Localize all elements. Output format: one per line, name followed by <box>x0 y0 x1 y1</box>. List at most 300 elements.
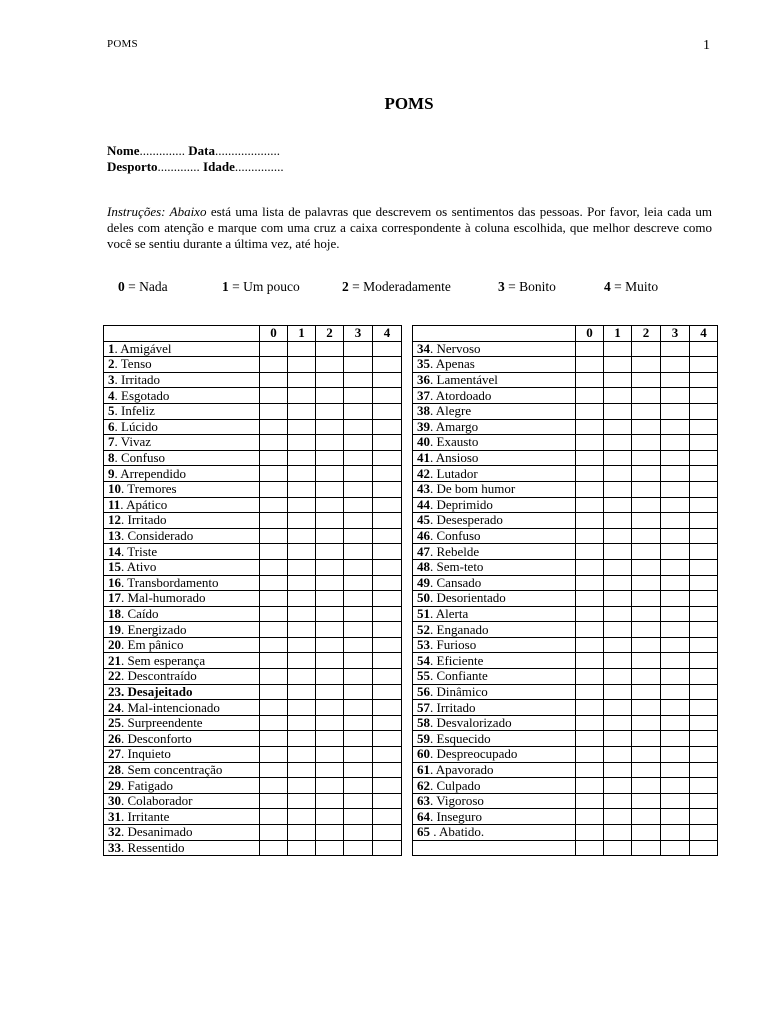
rating-box-0[interactable] <box>260 622 288 638</box>
rating-box-0[interactable] <box>576 419 604 435</box>
rating-box-3[interactable] <box>661 466 690 482</box>
rating-box-2[interactable] <box>316 372 344 388</box>
rating-box-0[interactable] <box>576 731 604 747</box>
rating-box-1[interactable] <box>288 653 316 669</box>
rating-box-3[interactable] <box>661 825 690 841</box>
rating-box-3[interactable] <box>661 684 690 700</box>
rating-box-4[interactable] <box>690 435 718 451</box>
rating-box-2[interactable] <box>316 809 344 825</box>
rating-box-1[interactable] <box>288 466 316 482</box>
rating-box-1[interactable] <box>604 606 632 622</box>
rating-box-0[interactable] <box>260 637 288 653</box>
sport-fill[interactable]: ............. <box>157 159 204 174</box>
rating-box-2[interactable] <box>316 341 344 357</box>
rating-box-2[interactable] <box>316 762 344 778</box>
rating-box-1[interactable] <box>288 762 316 778</box>
rating-box-0[interactable] <box>576 825 604 841</box>
rating-box-4[interactable] <box>373 388 402 404</box>
rating-box-2[interactable] <box>316 575 344 591</box>
rating-box-0[interactable] <box>260 528 288 544</box>
rating-box-4[interactable] <box>690 466 718 482</box>
rating-box-1[interactable] <box>604 513 632 529</box>
rating-box-4[interactable] <box>690 606 718 622</box>
rating-box-2[interactable] <box>316 747 344 763</box>
rating-box-3[interactable] <box>661 762 690 778</box>
rating-box-2[interactable] <box>632 715 661 731</box>
rating-box-3[interactable] <box>344 388 373 404</box>
rating-box-0[interactable] <box>260 809 288 825</box>
rating-box-0[interactable] <box>260 497 288 513</box>
rating-box-1[interactable] <box>288 450 316 466</box>
rating-box-2[interactable] <box>632 403 661 419</box>
rating-box-3[interactable] <box>661 591 690 607</box>
rating-box-4[interactable] <box>690 778 718 794</box>
rating-box-2[interactable] <box>632 435 661 451</box>
rating-box-1[interactable] <box>604 793 632 809</box>
rating-box-3[interactable] <box>344 653 373 669</box>
rating-box-0[interactable] <box>260 466 288 482</box>
rating-box-4[interactable] <box>690 762 718 778</box>
rating-box-1[interactable] <box>604 544 632 560</box>
rating-box-3[interactable] <box>661 481 690 497</box>
rating-box-4[interactable] <box>690 450 718 466</box>
rating-box-4[interactable] <box>373 747 402 763</box>
rating-box-0[interactable] <box>260 653 288 669</box>
rating-box-2[interactable] <box>316 544 344 560</box>
rating-box-2[interactable] <box>316 591 344 607</box>
rating-box-4[interactable] <box>690 528 718 544</box>
rating-box-4[interactable] <box>373 762 402 778</box>
rating-box-0[interactable] <box>576 388 604 404</box>
rating-box-2[interactable] <box>632 653 661 669</box>
rating-box-2[interactable] <box>632 606 661 622</box>
rating-box-2[interactable] <box>316 466 344 482</box>
rating-box-1[interactable] <box>604 559 632 575</box>
rating-box-3[interactable] <box>661 700 690 716</box>
rating-box-1[interactable] <box>604 840 632 856</box>
rating-box-3[interactable] <box>661 419 690 435</box>
rating-box-2[interactable] <box>632 591 661 607</box>
rating-box-0[interactable] <box>576 684 604 700</box>
rating-box-4[interactable] <box>373 606 402 622</box>
rating-box-0[interactable] <box>576 481 604 497</box>
rating-box-1[interactable] <box>604 357 632 373</box>
rating-box-2[interactable] <box>316 357 344 373</box>
rating-box-2[interactable] <box>632 466 661 482</box>
rating-box-0[interactable] <box>260 669 288 685</box>
rating-box-1[interactable] <box>604 622 632 638</box>
rating-box-4[interactable] <box>690 825 718 841</box>
rating-box-3[interactable] <box>661 497 690 513</box>
rating-box-3[interactable] <box>661 559 690 575</box>
rating-box-2[interactable] <box>632 778 661 794</box>
rating-box-4[interactable] <box>373 544 402 560</box>
rating-box-0[interactable] <box>576 747 604 763</box>
rating-box-4[interactable] <box>690 559 718 575</box>
rating-box-0[interactable] <box>576 669 604 685</box>
rating-box-2[interactable] <box>632 450 661 466</box>
rating-box-1[interactable] <box>288 388 316 404</box>
rating-box-2[interactable] <box>632 481 661 497</box>
rating-box-4[interactable] <box>690 497 718 513</box>
rating-box-2[interactable] <box>316 793 344 809</box>
rating-box-4[interactable] <box>690 372 718 388</box>
rating-box-1[interactable] <box>288 700 316 716</box>
rating-box-0[interactable] <box>260 591 288 607</box>
rating-box-4[interactable] <box>373 809 402 825</box>
rating-box-2[interactable] <box>632 419 661 435</box>
rating-box-1[interactable] <box>604 466 632 482</box>
rating-box-1[interactable] <box>604 341 632 357</box>
rating-box-0[interactable] <box>260 793 288 809</box>
rating-box-2[interactable] <box>632 809 661 825</box>
rating-box-1[interactable] <box>288 715 316 731</box>
rating-box-4[interactable] <box>690 544 718 560</box>
rating-box-2[interactable] <box>632 731 661 747</box>
rating-box-3[interactable] <box>344 778 373 794</box>
rating-box-0[interactable] <box>260 606 288 622</box>
rating-box-1[interactable] <box>604 481 632 497</box>
rating-box-2[interactable] <box>316 606 344 622</box>
rating-box-1[interactable] <box>604 747 632 763</box>
rating-box-1[interactable] <box>288 778 316 794</box>
rating-box-1[interactable] <box>288 731 316 747</box>
rating-box-3[interactable] <box>661 840 690 856</box>
rating-box-0[interactable] <box>576 403 604 419</box>
rating-box-2[interactable] <box>316 403 344 419</box>
rating-box-3[interactable] <box>661 622 690 638</box>
rating-box-4[interactable] <box>690 481 718 497</box>
rating-box-0[interactable] <box>576 466 604 482</box>
rating-box-0[interactable] <box>576 762 604 778</box>
rating-box-3[interactable] <box>344 606 373 622</box>
rating-box-2[interactable] <box>632 825 661 841</box>
rating-box-4[interactable] <box>373 559 402 575</box>
rating-box-4[interactable] <box>373 637 402 653</box>
rating-box-0[interactable] <box>260 778 288 794</box>
rating-box-2[interactable] <box>316 715 344 731</box>
rating-box-0[interactable] <box>260 388 288 404</box>
rating-box-1[interactable] <box>288 606 316 622</box>
rating-box-4[interactable] <box>373 357 402 373</box>
rating-box-3[interactable] <box>661 669 690 685</box>
rating-box-3[interactable] <box>661 778 690 794</box>
rating-box-3[interactable] <box>661 715 690 731</box>
rating-box-4[interactable] <box>690 809 718 825</box>
rating-box-3[interactable] <box>344 450 373 466</box>
rating-box-3[interactable] <box>661 528 690 544</box>
rating-box-4[interactable] <box>373 403 402 419</box>
rating-box-2[interactable] <box>316 825 344 841</box>
rating-box-0[interactable] <box>260 544 288 560</box>
rating-box-2[interactable] <box>632 544 661 560</box>
rating-box-0[interactable] <box>260 341 288 357</box>
rating-box-0[interactable] <box>576 700 604 716</box>
rating-box-4[interactable] <box>373 341 402 357</box>
rating-box-0[interactable] <box>576 653 604 669</box>
rating-box-1[interactable] <box>604 669 632 685</box>
rating-box-4[interactable] <box>373 575 402 591</box>
rating-box-2[interactable] <box>632 559 661 575</box>
rating-box-2[interactable] <box>316 700 344 716</box>
rating-box-4[interactable] <box>373 419 402 435</box>
rating-box-1[interactable] <box>288 481 316 497</box>
rating-box-1[interactable] <box>604 450 632 466</box>
rating-box-3[interactable] <box>344 840 373 856</box>
rating-box-4[interactable] <box>690 700 718 716</box>
rating-box-4[interactable] <box>690 341 718 357</box>
rating-box-0[interactable] <box>576 372 604 388</box>
rating-box-3[interactable] <box>344 403 373 419</box>
rating-box-2[interactable] <box>632 372 661 388</box>
rating-box-0[interactable] <box>260 419 288 435</box>
rating-box-3[interactable] <box>344 591 373 607</box>
rating-box-1[interactable] <box>288 528 316 544</box>
rating-box-2[interactable] <box>316 637 344 653</box>
rating-box-2[interactable] <box>316 684 344 700</box>
rating-box-1[interactable] <box>604 497 632 513</box>
rating-box-1[interactable] <box>604 653 632 669</box>
rating-box-1[interactable] <box>604 809 632 825</box>
rating-box-2[interactable] <box>632 357 661 373</box>
rating-box-0[interactable] <box>576 715 604 731</box>
rating-box-4[interactable] <box>373 825 402 841</box>
rating-box-0[interactable] <box>576 840 604 856</box>
rating-box-3[interactable] <box>344 528 373 544</box>
age-fill[interactable]: ............... <box>234 159 284 174</box>
rating-box-1[interactable] <box>288 747 316 763</box>
rating-box-0[interactable] <box>260 700 288 716</box>
rating-box-2[interactable] <box>632 513 661 529</box>
rating-box-4[interactable] <box>373 450 402 466</box>
rating-box-0[interactable] <box>576 637 604 653</box>
rating-box-0[interactable] <box>260 372 288 388</box>
rating-box-3[interactable] <box>661 637 690 653</box>
rating-box-2[interactable] <box>632 669 661 685</box>
rating-box-3[interactable] <box>661 513 690 529</box>
rating-box-1[interactable] <box>604 731 632 747</box>
rating-box-2[interactable] <box>316 450 344 466</box>
rating-box-1[interactable] <box>288 544 316 560</box>
rating-box-3[interactable] <box>344 559 373 575</box>
rating-box-4[interactable] <box>373 435 402 451</box>
rating-box-2[interactable] <box>316 497 344 513</box>
rating-box-4[interactable] <box>690 637 718 653</box>
rating-box-4[interactable] <box>373 669 402 685</box>
rating-box-1[interactable] <box>288 403 316 419</box>
rating-box-3[interactable] <box>344 684 373 700</box>
rating-box-3[interactable] <box>344 715 373 731</box>
rating-box-4[interactable] <box>690 403 718 419</box>
rating-box-4[interactable] <box>373 840 402 856</box>
rating-box-1[interactable] <box>604 637 632 653</box>
rating-box-4[interactable] <box>373 513 402 529</box>
rating-box-1[interactable] <box>288 637 316 653</box>
rating-box-3[interactable] <box>344 731 373 747</box>
rating-box-2[interactable] <box>632 700 661 716</box>
rating-box-2[interactable] <box>632 762 661 778</box>
rating-box-4[interactable] <box>373 622 402 638</box>
rating-box-3[interactable] <box>344 700 373 716</box>
rating-box-1[interactable] <box>288 513 316 529</box>
rating-box-0[interactable] <box>260 357 288 373</box>
rating-box-4[interactable] <box>690 388 718 404</box>
rating-box-4[interactable] <box>690 747 718 763</box>
rating-box-2[interactable] <box>632 528 661 544</box>
rating-box-1[interactable] <box>604 778 632 794</box>
rating-box-0[interactable] <box>260 840 288 856</box>
rating-box-0[interactable] <box>576 778 604 794</box>
rating-box-4[interactable] <box>373 497 402 513</box>
rating-box-1[interactable] <box>604 528 632 544</box>
rating-box-2[interactable] <box>632 684 661 700</box>
rating-box-3[interactable] <box>661 544 690 560</box>
rating-box-3[interactable] <box>344 513 373 529</box>
rating-box-2[interactable] <box>632 497 661 513</box>
rating-box-3[interactable] <box>344 793 373 809</box>
rating-box-1[interactable] <box>604 762 632 778</box>
rating-box-2[interactable] <box>632 622 661 638</box>
rating-box-4[interactable] <box>690 419 718 435</box>
rating-box-4[interactable] <box>373 684 402 700</box>
rating-box-3[interactable] <box>661 435 690 451</box>
rating-box-3[interactable] <box>661 809 690 825</box>
rating-box-3[interactable] <box>661 606 690 622</box>
rating-box-3[interactable] <box>344 372 373 388</box>
rating-box-3[interactable] <box>344 466 373 482</box>
rating-box-3[interactable] <box>344 435 373 451</box>
rating-box-1[interactable] <box>288 559 316 575</box>
rating-box-3[interactable] <box>344 622 373 638</box>
rating-box-1[interactable] <box>604 403 632 419</box>
rating-box-3[interactable] <box>661 450 690 466</box>
rating-box-4[interactable] <box>690 684 718 700</box>
rating-box-3[interactable] <box>661 731 690 747</box>
rating-box-1[interactable] <box>288 419 316 435</box>
rating-box-2[interactable] <box>632 747 661 763</box>
rating-box-3[interactable] <box>344 637 373 653</box>
rating-box-0[interactable] <box>576 497 604 513</box>
rating-box-2[interactable] <box>632 793 661 809</box>
rating-box-3[interactable] <box>661 403 690 419</box>
rating-box-2[interactable] <box>316 528 344 544</box>
rating-box-4[interactable] <box>373 372 402 388</box>
rating-box-4[interactable] <box>690 575 718 591</box>
rating-box-0[interactable] <box>576 357 604 373</box>
rating-box-0[interactable] <box>576 450 604 466</box>
rating-box-0[interactable] <box>576 528 604 544</box>
rating-box-1[interactable] <box>288 591 316 607</box>
rating-box-0[interactable] <box>576 591 604 607</box>
rating-box-3[interactable] <box>344 341 373 357</box>
rating-box-4[interactable] <box>373 715 402 731</box>
rating-box-3[interactable] <box>661 575 690 591</box>
rating-box-1[interactable] <box>604 419 632 435</box>
rating-box-1[interactable] <box>288 575 316 591</box>
rating-box-4[interactable] <box>373 466 402 482</box>
rating-box-2[interactable] <box>632 637 661 653</box>
rating-box-0[interactable] <box>260 715 288 731</box>
rating-box-1[interactable] <box>604 591 632 607</box>
rating-box-3[interactable] <box>661 341 690 357</box>
rating-box-0[interactable] <box>260 731 288 747</box>
rating-box-3[interactable] <box>344 481 373 497</box>
rating-box-4[interactable] <box>373 591 402 607</box>
rating-box-2[interactable] <box>316 388 344 404</box>
rating-box-0[interactable] <box>260 403 288 419</box>
rating-box-0[interactable] <box>260 747 288 763</box>
rating-box-1[interactable] <box>604 388 632 404</box>
rating-box-4[interactable] <box>373 528 402 544</box>
rating-box-4[interactable] <box>690 591 718 607</box>
rating-box-3[interactable] <box>344 669 373 685</box>
rating-box-0[interactable] <box>260 513 288 529</box>
rating-box-3[interactable] <box>344 575 373 591</box>
rating-box-4[interactable] <box>690 840 718 856</box>
rating-box-1[interactable] <box>288 357 316 373</box>
rating-box-4[interactable] <box>690 793 718 809</box>
rating-box-1[interactable] <box>604 825 632 841</box>
rating-box-2[interactable] <box>316 481 344 497</box>
rating-box-0[interactable] <box>576 544 604 560</box>
rating-box-1[interactable] <box>288 840 316 856</box>
rating-box-2[interactable] <box>316 653 344 669</box>
rating-box-3[interactable] <box>344 825 373 841</box>
rating-box-0[interactable] <box>260 825 288 841</box>
rating-box-4[interactable] <box>373 653 402 669</box>
rating-box-0[interactable] <box>576 606 604 622</box>
rating-box-1[interactable] <box>604 435 632 451</box>
rating-box-4[interactable] <box>373 793 402 809</box>
rating-box-0[interactable] <box>260 575 288 591</box>
rating-box-0[interactable] <box>576 513 604 529</box>
rating-box-0[interactable] <box>260 481 288 497</box>
rating-box-1[interactable] <box>288 793 316 809</box>
rating-box-2[interactable] <box>632 341 661 357</box>
rating-box-3[interactable] <box>344 809 373 825</box>
rating-box-1[interactable] <box>288 341 316 357</box>
rating-box-1[interactable] <box>288 435 316 451</box>
rating-box-0[interactable] <box>576 559 604 575</box>
rating-box-4[interactable] <box>690 622 718 638</box>
rating-box-1[interactable] <box>604 372 632 388</box>
rating-box-0[interactable] <box>576 793 604 809</box>
rating-box-0[interactable] <box>260 684 288 700</box>
rating-box-0[interactable] <box>576 622 604 638</box>
rating-box-2[interactable] <box>316 669 344 685</box>
rating-box-0[interactable] <box>576 809 604 825</box>
rating-box-0[interactable] <box>260 450 288 466</box>
rating-box-4[interactable] <box>373 481 402 497</box>
name-fill[interactable]: .............. <box>139 143 189 158</box>
rating-box-0[interactable] <box>576 435 604 451</box>
rating-box-4[interactable] <box>690 653 718 669</box>
rating-box-3[interactable] <box>661 793 690 809</box>
rating-box-4[interactable] <box>690 715 718 731</box>
rating-box-0[interactable] <box>576 341 604 357</box>
rating-box-1[interactable] <box>604 575 632 591</box>
rating-box-1[interactable] <box>288 622 316 638</box>
rating-box-3[interactable] <box>661 388 690 404</box>
rating-box-2[interactable] <box>316 622 344 638</box>
rating-box-3[interactable] <box>661 372 690 388</box>
rating-box-2[interactable] <box>632 840 661 856</box>
rating-box-2[interactable] <box>316 419 344 435</box>
rating-box-3[interactable] <box>344 419 373 435</box>
rating-box-3[interactable] <box>344 357 373 373</box>
rating-box-2[interactable] <box>316 731 344 747</box>
rating-box-4[interactable] <box>373 778 402 794</box>
